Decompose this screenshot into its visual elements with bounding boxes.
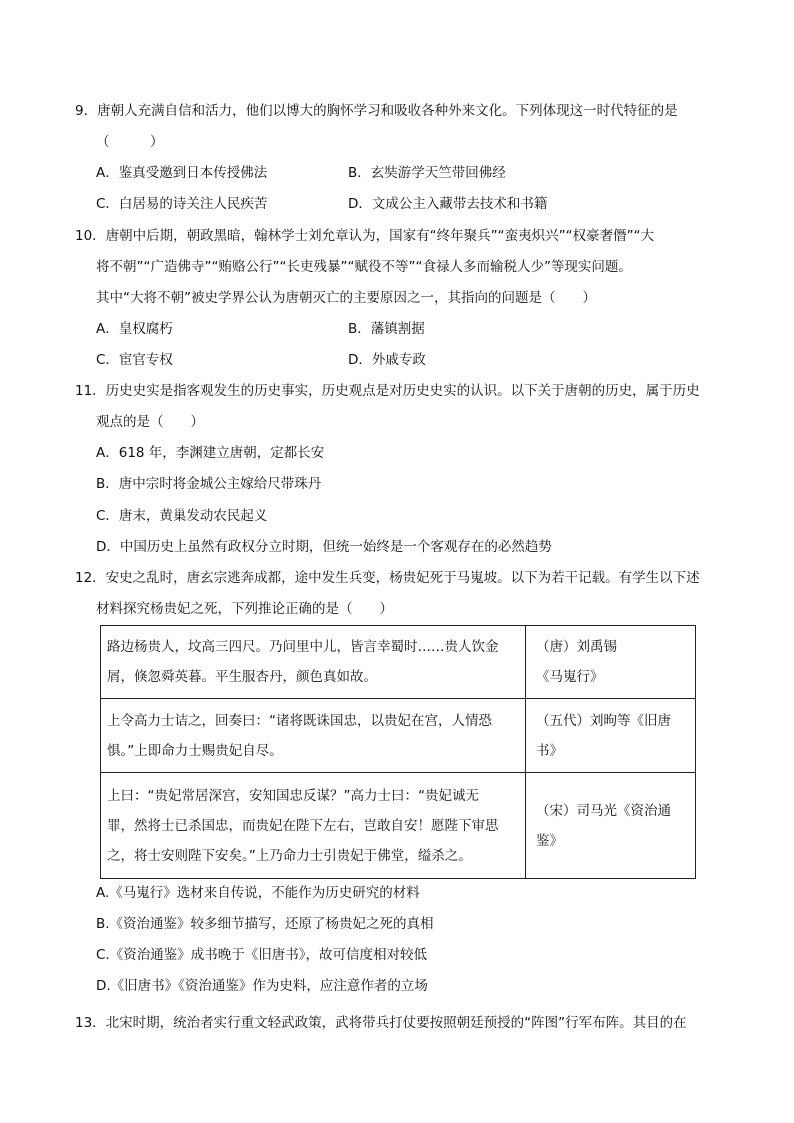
q12-option-a: A.《马嵬行》选材来自传说，不能作为历史研究的材料: [96, 885, 420, 901]
source-quote: [101, 773, 526, 879]
q12-option-b: B.《资治通鉴》较多细节描写，还原了杨贵妃之死的真相: [96, 916, 434, 932]
citation-line: （宋）司马光《资治通鉴》: [536, 802, 671, 849]
quote-line: 惧。”上即命力士赐贵妃自尽。: [107, 742, 283, 759]
quote-line: 路边杨贵人，坟高三四尺。乃问里中儿，皆言幸蜀时……贵人饮金: [107, 639, 499, 655]
table-row: [101, 773, 696, 879]
q13-stem-line1: 13．北宋时期，统治者实行重文轻武政策，武将带兵打仗要按照朝廷预授的“阵图”行军布阵。其目的在: [75, 1015, 687, 1031]
quote-line: 上令高力士诘之，回奏曰：“诸将既诛国忠，以贵妃在宫，人情恐: [107, 712, 492, 729]
q10-option-d: D．外戚专政: [348, 352, 426, 368]
q11-option-c: C．唐末，黄巢发动农民起义: [96, 508, 268, 524]
table-row: [101, 626, 696, 699]
source-quote: [101, 626, 526, 699]
q10-option-c: C．宦官专权: [96, 352, 173, 368]
citation-line: （唐）刘禹锡: [536, 639, 617, 655]
q10-stem-line1: 10．唐朝中后期，朝政黑暗，翰林学士刘允章认为，国家有“终年聚兵”“蛮夷炽兴”“权豪奢僭”“大: [75, 228, 655, 244]
q9-stem-line1: 9．唐朝人充满自信和活力，他们以博大的胸怀学习和吸收各种外来文化。下列体现这一时代特征的是: [75, 103, 678, 119]
source-citation: [526, 699, 696, 773]
q10-option-a: A．皇权腐朽: [96, 321, 173, 337]
q10-stem-line2: 将不朝”“广造佛寺”“贿赂公行”“长吏残暴”“赋役不等”“食禄人多而输税人少”等现实问题。: [96, 259, 632, 275]
citation-line: （五代）刘昫等《旧唐书》: [536, 712, 671, 759]
source-citation: [526, 773, 696, 879]
quote-line: 之，将士安则陛下安矣。”上乃命力士引贵妃于佛堂，缢杀之。: [107, 847, 472, 864]
q11-stem-line2: 观点的是（ ）: [96, 414, 204, 430]
q9-answer-blank: （ ）: [96, 134, 164, 150]
quote-line: 罪，然将士已杀国忠，而贵妃在陛下左右，岂敢自安！愿陛下审思: [107, 817, 499, 834]
q10-stem-line3: 其中“大将不朝”被史学界公认为唐朝灭亡的主要原因之一，其指向的问题是（ ）: [96, 290, 596, 306]
quote-line: 屑，倏忽舜英暮。平生服杏丹，颜色真如故。: [107, 669, 377, 685]
q9-option-a: A．鉴真受邀到日本传授佛法: [96, 165, 268, 181]
citation-line: 《马嵬行》: [536, 669, 604, 685]
q9-option-d: D．文成公主入藏带去技术和书籍: [348, 196, 548, 212]
q12-source-table: [100, 625, 696, 879]
q12-stem-line1: 12．安史之乱时，唐玄宗逃奔成都，途中发生兵变，杨贵妃死于马嵬坡。以下为若干记载。有学生以下述: [75, 570, 700, 586]
q12-option-d: D.《旧唐书》《资治通鉴》作为史料，应注意作者的立场: [96, 978, 428, 994]
q11-option-d: D．中国历史上虽然有政权分立时期，但统一始终是一个客观存在的必然趋势: [96, 539, 552, 555]
q10-option-b: B．藩镇割据: [348, 321, 425, 337]
table-row: [101, 699, 696, 773]
q11-option-a: A．618 年，李渊建立唐朝，定都长安: [96, 445, 325, 461]
source-quote: [101, 699, 526, 773]
q9-option-b: B．玄奘游学天竺带回佛经: [348, 165, 506, 181]
quote-line: 上曰：“贵妃常居深宫，安知国忠反谋？”高力士曰：“贵妃诚无: [107, 787, 479, 804]
q9-option-c: C．白居易的诗关注人民疾苦: [96, 196, 268, 212]
q11-stem-line1: 11．历史史实是指客观发生的历史事实，历史观点是对历史史实的认识。以下关于唐朝的历史，属于历史: [75, 383, 700, 399]
q11-option-b: B．唐中宗时将金城公主嫁给尺带珠丹: [96, 476, 322, 492]
q12-stem-line2: 材料探究杨贵妃之死，下列推论正确的是（ ）: [96, 601, 393, 617]
source-citation: [526, 626, 696, 699]
q12-option-c: C.《资治通鉴》成书晚于《旧唐书》，故可信度相对较低: [96, 947, 427, 963]
